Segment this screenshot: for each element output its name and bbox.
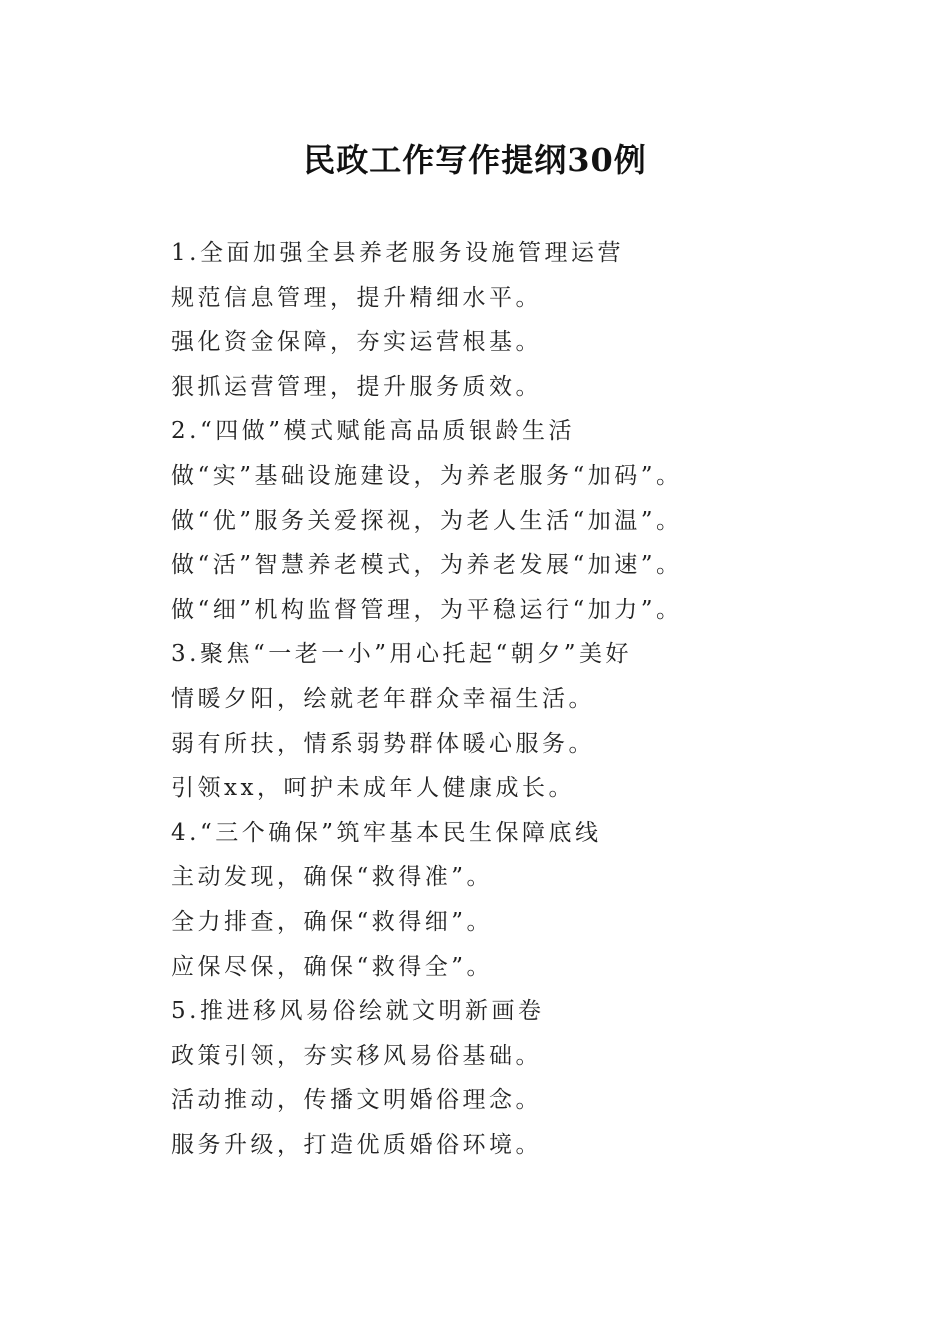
paragraph-line: 强化资金保障，夯实运营根基。: [171, 329, 542, 356]
paragraph-line: 情暖夕阳，绘就老年群众幸福生活。: [171, 685, 595, 712]
paragraph-line: 狠抓运营管理，提升服务质效。: [171, 373, 542, 400]
paragraph-line: 弱有所扶，情系弱势群体暖心服务。: [171, 730, 595, 757]
heading-5: 5.推进移风易俗绘就文明新画卷: [171, 998, 545, 1025]
heading-2: 2.“四做”模式赋能高品质银龄生活: [171, 418, 575, 445]
paragraph-line: 做“活”智慧养老模式，为养老发展“加速”。: [171, 552, 683, 579]
paragraph-line: 全力排查，确保“救得细”。: [171, 908, 494, 935]
paragraph-line: 主动发现，确保“救得准”。: [171, 864, 494, 891]
heading-1: 1.全面加强全县养老服务设施管理运营: [171, 240, 624, 266]
paragraph-line: 规范信息管理，提升精细水平。: [171, 284, 542, 311]
heading-3: 3.聚焦“一老一小”用心托起“朝夕”美好: [171, 641, 632, 668]
heading-4: 4.“三个确保”筑牢基本民生保障底线: [171, 819, 602, 846]
paragraph-line: 政策引领，夯实移风易俗基础。: [171, 1042, 542, 1069]
paragraph-line: 应保尽保，确保“救得全”。: [171, 953, 494, 980]
document-title: 民政工作写作提纲30例: [303, 141, 647, 179]
paragraph-line: 引领xx，呵护未成年人健康成长。: [171, 775, 575, 802]
paragraph-line: 活动推动，传播文明婚俗理念。: [171, 1087, 542, 1114]
paragraph-line: 做“优”服务关爱探视，为老人生活“加温”。: [171, 507, 683, 534]
paragraph-line: 做“细”机构监督管理，为平稳运行“加力”。: [171, 596, 683, 623]
paragraph-line: 服务升级，打造优质婚俗环境。: [171, 1131, 542, 1158]
document-body: [171, 231, 871, 1167]
paragraph-line: 做“实”基础设施建设，为养老服务“加码”。: [171, 462, 683, 489]
